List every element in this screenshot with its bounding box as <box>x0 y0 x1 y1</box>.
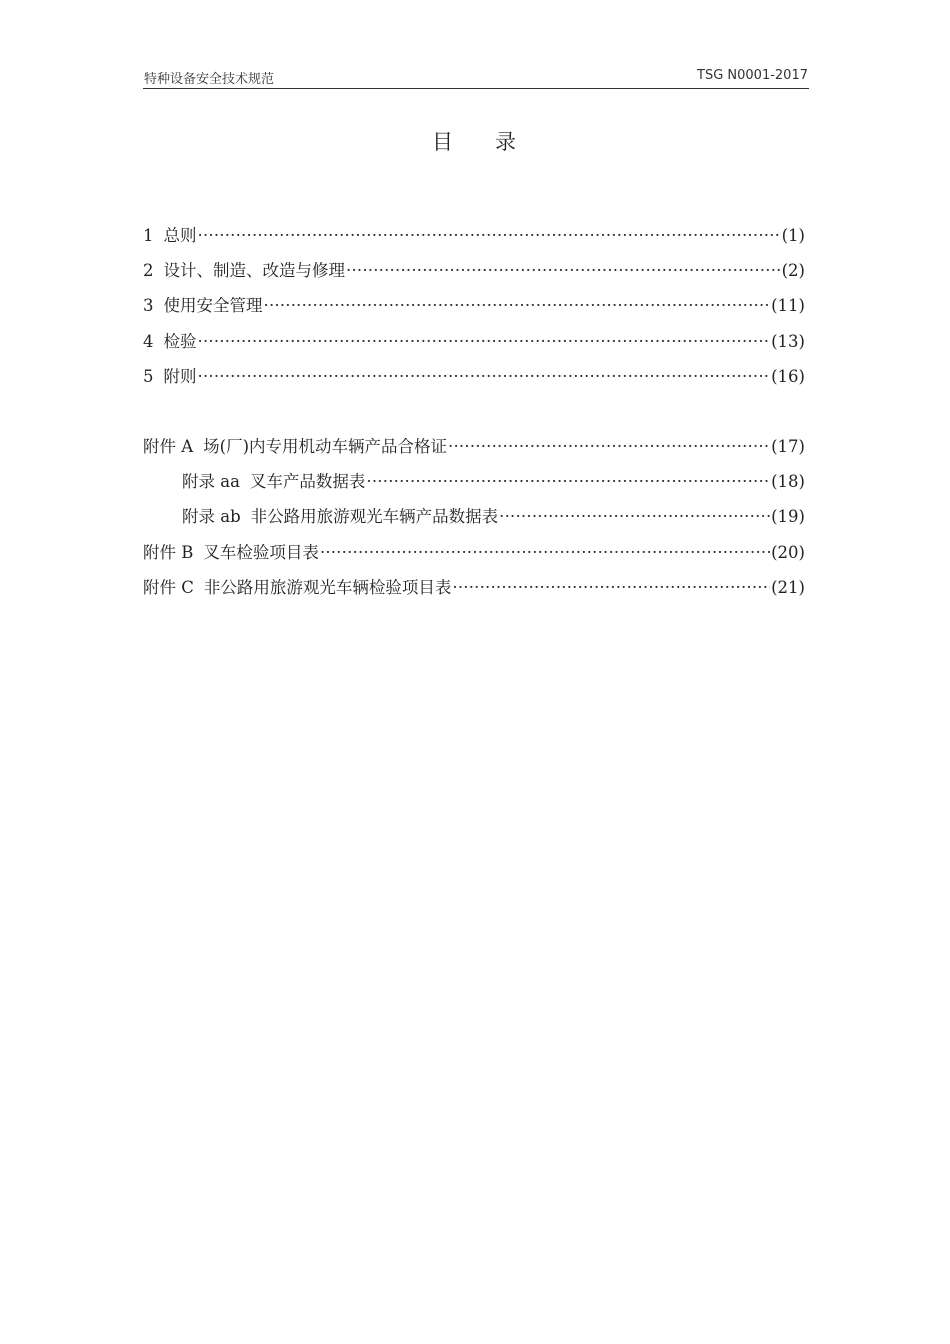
toc-entry-number: 附录 ab <box>182 507 241 527</box>
toc-entry-number: 附录 aa <box>182 472 240 492</box>
toc-leader-dots <box>198 330 771 354</box>
toc-entry-label: 设计、制造、改造与修理 <box>163 261 345 281</box>
toc-entry-number: 1 <box>143 226 154 245</box>
toc-entry-number: 附件 C <box>143 577 194 597</box>
toc-entry[interactable] <box>143 365 805 400</box>
toc-entry-label: 使用安全管理 <box>163 296 263 316</box>
toc-entry-appendix[interactable] <box>143 541 805 576</box>
toc-entry[interactable] <box>143 294 805 329</box>
toc-entry[interactable] <box>143 224 805 259</box>
toc-entry-page: (20) <box>771 542 805 562</box>
toc-entry-page: (17) <box>771 436 805 456</box>
toc-entry-page: (21) <box>771 577 805 597</box>
toc-entry-page: (19) <box>771 507 805 527</box>
toc-entry-appendix[interactable] <box>143 576 805 611</box>
toc-entry[interactable] <box>143 259 805 294</box>
table-of-contents <box>143 224 805 611</box>
toc-entry-number: 3 <box>143 296 154 316</box>
header-standard-code: TSG N0001-2017 <box>697 68 808 83</box>
toc-leader-dots <box>499 505 770 529</box>
toc-leader-dots <box>198 224 781 248</box>
toc-entry-label: 总则 <box>163 226 197 245</box>
toc-leader-dots <box>448 435 770 459</box>
toc-entry-number: 附件 A <box>143 436 194 456</box>
toc-entry-label: 非公路用旅游观光车辆产品数据表 <box>250 507 499 527</box>
page-header <box>143 66 809 89</box>
toc-entry-number: 2 <box>143 261 154 281</box>
toc-entry-number: 附件 B <box>143 542 194 562</box>
toc-entry-page: (1) <box>781 226 805 245</box>
toc-leader-dots <box>198 365 771 389</box>
toc-entry-appendix[interactable] <box>143 435 805 470</box>
page-title <box>0 126 950 156</box>
toc-entry-label: 非公路用旅游观光车辆检验项目表 <box>203 577 452 597</box>
toc-leader-dots <box>320 541 770 565</box>
toc-leader-dots <box>452 576 770 600</box>
toc-entry-label: 检验 <box>163 331 197 351</box>
toc-entry-page: (11) <box>771 296 805 316</box>
header-standard-title: 特种设备安全技术规范 <box>144 72 275 87</box>
toc-entry-sub-appendix[interactable] <box>143 470 805 505</box>
toc-entry-page: (2) <box>781 261 805 281</box>
toc-entry-number: 4 <box>143 331 154 351</box>
toc-entry-page: (13) <box>771 331 805 351</box>
toc-entry-label: 叉车检验项目表 <box>203 542 319 562</box>
page-title-char-2: 录 <box>495 130 518 154</box>
toc-entry-label: 附则 <box>163 366 197 386</box>
toc-leader-dots <box>264 294 771 318</box>
page-title-char-1: 目 <box>432 130 455 154</box>
toc-leader-dots <box>346 259 781 283</box>
toc-entry-number: 5 <box>143 366 154 386</box>
toc-leader-dots <box>366 470 770 494</box>
toc-entry-label: 场(厂)内专用机动车辆产品合格证 <box>203 436 448 456</box>
toc-entry-label: 叉车产品数据表 <box>249 472 366 492</box>
toc-entry-page: (18) <box>771 472 805 492</box>
toc-entry-page: (16) <box>771 366 805 386</box>
toc-entry-sub-appendix[interactable] <box>143 505 805 540</box>
toc-entry[interactable] <box>143 330 805 365</box>
